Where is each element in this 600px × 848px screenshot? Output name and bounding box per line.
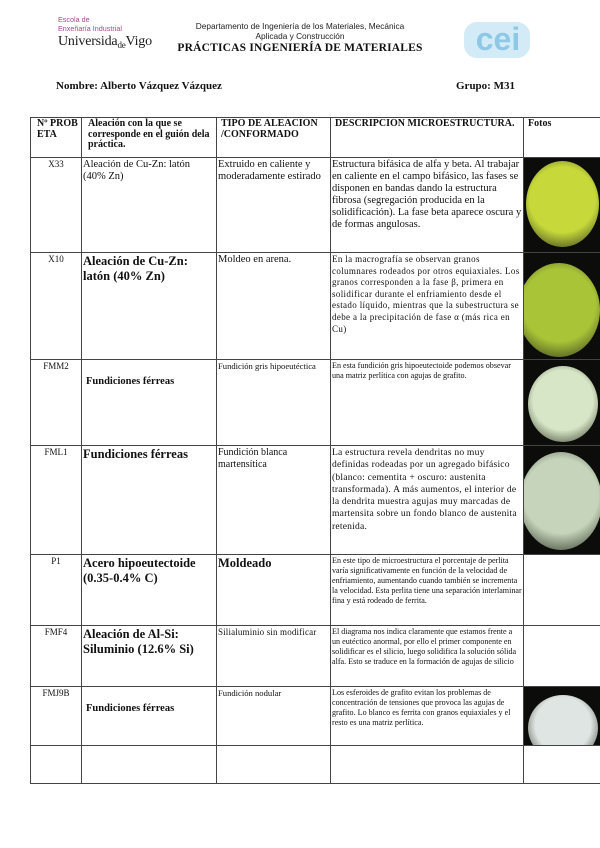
micrograph-field [526, 161, 599, 247]
university-name-de: de [117, 40, 126, 50]
type-cell: Moldeado [217, 555, 331, 626]
header-microstructure: DESCRIPCIÓN MICROESTRUCTURA. [331, 118, 524, 158]
cei-logo-text: cei [475, 21, 521, 57]
empty-cell [82, 746, 217, 784]
sample-code: FML1 [31, 446, 82, 555]
header-sample-number: Nº PROB ETA [31, 118, 82, 158]
department-line2: Aplicada y Construcción [255, 31, 345, 41]
photo-cell [524, 158, 600, 253]
photo-cell [524, 360, 600, 446]
table-row [31, 626, 600, 687]
table-row [31, 360, 600, 446]
micrograph-field [528, 695, 598, 745]
table-row [31, 446, 600, 555]
university-name-part2: Vigo [125, 34, 152, 49]
sample-code: P1 [31, 555, 82, 626]
cei-logo [458, 16, 538, 62]
description-cell: En la macrografía se observan granos columnares rodeados por otros equiaxiales. Los granos corresponden a la fase β, primera en solidificar durante el enfriamiento desde el estado líquido, mientras que la subestructura se debe a la precipitación de fase α (más rica en Cu) [331, 253, 524, 360]
type-cell: Extruido en caliente y moderadamente estirado [217, 158, 331, 253]
description-cell: En esta fundición gris hipoeutectoide podemos obsevar una matriz perlítica con agujas de grafito. [331, 360, 524, 446]
empty-cell [31, 746, 82, 784]
alloy-cell: Aleación de Cu-Zn: latón (40% Zn) [82, 253, 217, 360]
sample-code: X33 [31, 158, 82, 253]
header-photos: Fotos [524, 118, 600, 158]
sample-code: FMJ9B [31, 687, 82, 746]
table-row [31, 687, 600, 746]
micrograph-photo [524, 158, 600, 252]
table-row [31, 253, 600, 360]
school-name-line2: Enxeñaría Industrial [58, 23, 122, 33]
alloy-cell: Acero hipoeutectoide (0.35-0.4% C) [82, 555, 217, 626]
photo-cell [524, 687, 600, 746]
micrograph-field [524, 263, 600, 357]
description-cell: Estructura bifásica de alfa y beta. Al trabajar en caliente en el campo bifásico, las fases se disponen en bandas dando la estructura fibrosa (segregación producida en la solidificación). La fase beta aparece oscura y de formas angulosas. [331, 158, 524, 253]
student-name: Nombre: Alberto Vázquez Vázquez [56, 80, 222, 92]
description-cell: El diagrama nos indica claramente que estamos frente a un eutéctico anormal, por ello el primer componente en solidificar es el silicio, luego solidifica la solución sólida alfa. Esto se traduce en la formación de agujas de silicio [331, 626, 524, 687]
photo-cell [524, 446, 600, 555]
university-name-part1: Universida [58, 34, 118, 49]
photo-cell [524, 626, 600, 687]
micrograph-field [524, 452, 600, 550]
micrograph-photo [524, 446, 600, 554]
description-cell: La estructura revela dendritas no muy definidas rodeadas por un agregado bifásico (blanco: cementita + oscuro: austenita transformada). A más aumentos, el interior de la dendrita muestra agujas muy marcadas de martensita sobre un fondo blanco de austenita retenida. [331, 446, 524, 555]
alloy-cell: Fundiciones férreas [82, 446, 217, 555]
sample-code: FMF4 [31, 626, 82, 687]
sample-code: X10 [31, 253, 82, 360]
school-name-line1: Escola de [58, 15, 90, 24]
department-line1: Departamento de Ingeniería de los Materiales, Mecánica [195, 21, 405, 31]
alloy-cell: Aleación de Al-Si: Siluminio (12.6% Si) [82, 626, 217, 687]
alloy-cell: Fundiciones férreas [82, 687, 217, 746]
empty-cell [524, 746, 600, 784]
sample-code: FMM2 [31, 360, 82, 446]
alloy-cell: Fundiciones férreas [82, 360, 217, 446]
type-cell: Fundición gris hipoeutéctica [217, 360, 331, 446]
micrograph-field [528, 366, 598, 442]
empty-cell [217, 746, 331, 784]
alloy-cell: Aleación de Cu-Zn: latón (40% Zn) [82, 158, 217, 253]
table-row [31, 555, 600, 626]
micrograph-photo [524, 360, 600, 445]
cei-logo-graphic [458, 16, 538, 62]
empty-cell [331, 746, 524, 784]
description-cell: Los esferoides de grafito evitan los problemas de concentración de tensiones que provoca las agujas de grafito. Lo blanco es ferrita con granos equiaxiales y el resto es una matriz perlítica. [331, 687, 524, 746]
type-cell: Fundición blanca martensítica [217, 446, 331, 555]
group-label: Grupo: M31 [456, 80, 515, 92]
type-cell: Fundición nodular [217, 687, 331, 746]
micrograph-photo [524, 687, 600, 745]
type-cell: Moldeo en arena. [217, 253, 331, 360]
table-header-row [31, 118, 600, 158]
micrograph-photo [524, 253, 600, 359]
page-title: PRÁCTICAS INGENIERÍA DE MATERIALES [177, 42, 423, 54]
photo-cell [524, 253, 600, 360]
header-alloy: Aleación con la que se corresponde en el guión dela práctica. [82, 118, 217, 158]
samples-table [30, 117, 600, 784]
table-row [31, 158, 600, 253]
description-cell: En este tipo de microestructura el porcentaje de perlita varía significativamente en función de la velocidad de enfriamiento, aumentando cuando también se incrementa la velocidad. Esta perlita tiene una separación interlaminar fina y está rodeado de ferrita. [331, 555, 524, 626]
header-alloy-type: TIPO DE ALEACIÓN /CONFORMADO [217, 118, 331, 158]
photo-cell [524, 555, 600, 626]
type-cell: Silialuminio sin modificar [217, 626, 331, 687]
table-row-empty [31, 746, 600, 784]
